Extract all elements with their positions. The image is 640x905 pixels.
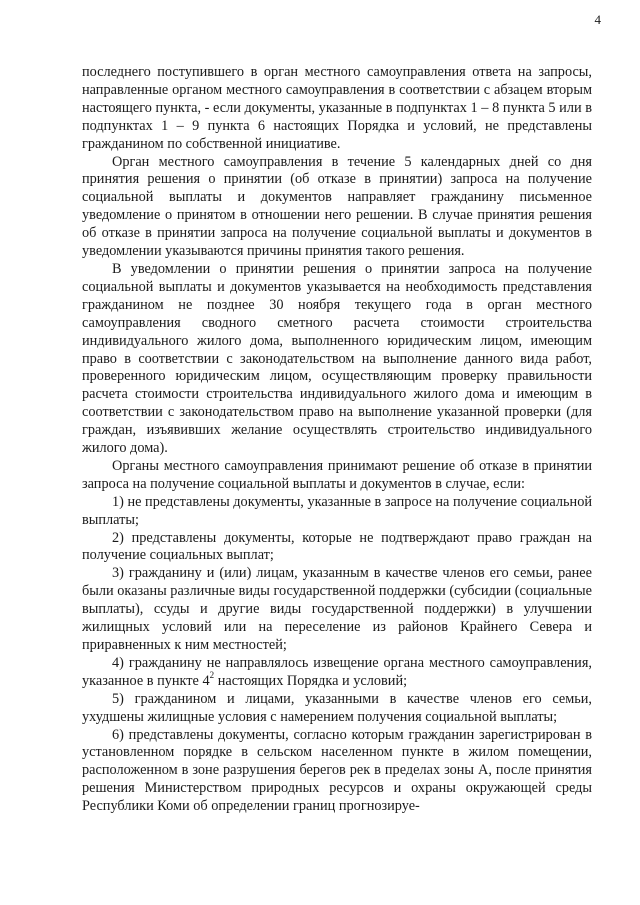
list-item-4-text: 4) гражданину не направлялось извещение органа местного самоуправления, указанное в пункте 4 [82, 654, 592, 689]
list-item-4-superscript: 2 [209, 670, 215, 681]
page-number: 4 [594, 12, 601, 27]
list-item-2: 2) представлены документы, которые не подтверждают право граждан на получение социальных выплат; [82, 529, 592, 564]
paragraph-continuation: последнего поступившего в орган местного самоуправления ответа на запросы, направленные органом местного самоуправления в соответствии с абзацем вторым настоящего пункта, - если документы, указанные в подпунктах 1 – 8 пункта 5 или в подпунктах 1 – 9 пункта 6 настоящих Порядка и условий, не представлены гражданином по собственной инициативе. [82, 64, 592, 152]
paragraph-notification: Орган местного самоуправления в течение 5 календарных дней со дня принятия решения о принятии (об отказе в принятии) запроса на получение социальной выплаты и документов направляет гражданину письменное уведомление о принятом в отношении него решении. В случае принятия решения об отказе в принятии запроса на получение социальной выплаты и документов в уведомлении указываются причины принятия такого решения. [82, 153, 592, 260]
list-item-3: 3) гражданину и (или) лицам, указанным в качестве членов его семьи, ранее были оказаны различные виды государственной поддержки (субсидии (социальные выплаты), ссуды и другие виды государственной поддержки) в улучшении жилищных условий или на переселение из районов Крайнего Севера и приравненных к ним местностей; [82, 565, 592, 653]
list-item-4 [82, 655, 592, 691]
list-item-5: 5) гражданином и лицами, указанными в качестве членов его семьи, ухудшены жилищные условия с намерением получения социальной выплаты; [82, 690, 592, 725]
list-item-6: 6) представлены документы, согласно которым гражданин зарегистрирован в установленном порядке в сельском населенном пункте в жилом помещении, расположенном в зоне разрушения берегов рек в пределах зоны А, после принятия решения Министерством природных ресурсов и охраны окружающей среды Республики Коми об определении границ прогнозируе- [82, 726, 592, 815]
document-body [82, 64, 592, 816]
paragraph-refusal-grounds: Органы местного самоуправления принимают решение об отказе в принятии запроса на получение социальной выплаты и документов в случае, если: [82, 457, 592, 492]
paragraph-estimate-requirement: В уведомлении о принятии решения о принятии запроса на получение социальной выплаты и документов указывается на необходимость представления гражданином не позднее 30 ноября текущего года в орган местного самоуправления сводного сметного расчета стоимости строительства индивидуального жилого дома, выполненного юридическим лицом, имеющим право в соответствии с законодательством на выполнение данного вида работ, проверенного юридическим лицом, осуществляющим проверку правильности расчета стоимости строительства индивидуального жилого дома и имеющим в соответствии с законодательством право на выполнение указанной проверки (для граждан, изъявивших желание осуществлять строительство индивидуального жилого дома). [82, 260, 592, 457]
list-item-1: 1) не представлены документы, указанные в запросе на получение социальной выплаты; [82, 493, 592, 528]
list-item-4-tail: настоящих Порядка и условий; [214, 672, 408, 689]
